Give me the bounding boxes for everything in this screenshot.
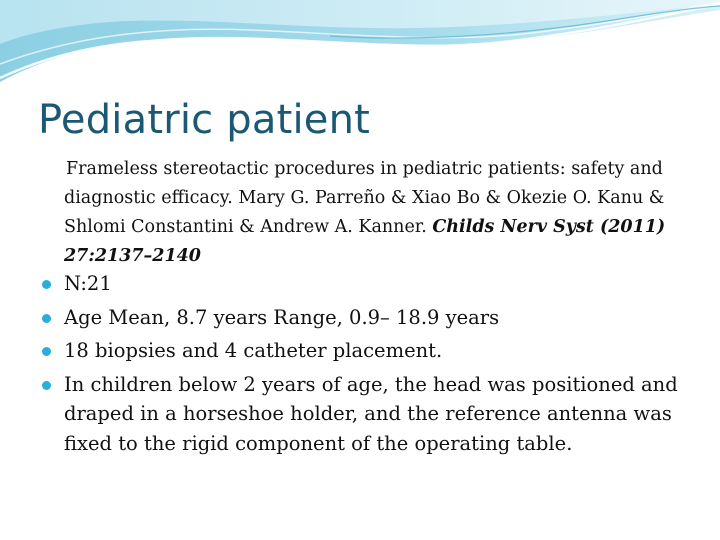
bullet-item [40,303,700,333]
slide-title: Pediatric patient [38,97,371,143]
bullet-item [40,269,700,299]
bullet-dot-icon [42,314,51,323]
bullet-text: 18 biopsies and 4 catheter placement. [64,339,443,362]
bullet-text: Age Mean, 8.7 years Range, 0.9– 18.9 years [64,305,500,329]
bullet-dot-icon [42,381,51,390]
bullet-dot-icon [42,347,51,356]
bullet-dot-icon [42,280,51,289]
citation-journal: Childs Nerv Syst (2011) 27:2137–2140 [64,217,666,266]
bullet-item [40,370,700,459]
bullet-list [40,269,700,462]
citation-paragraph [64,155,684,271]
citation-text: Frameless stereotactic procedures in pediatric patients: safety and diagnostic efficacy. Mary G. Parreño & Xiao Bo & Okezie O. Kanu & Shlomi Constantini & Andrew A. Kanner. [64,159,665,237]
bullet-text: In children below 2 years of age, the head was positioned and draped in a horseshoe holder, and the reference antenna was fixed to the rigid component of the operating table. [64,372,678,455]
wave-header-decoration [0,0,720,90]
bullet-text: N:21 [64,272,112,295]
bullet-item [40,336,700,366]
